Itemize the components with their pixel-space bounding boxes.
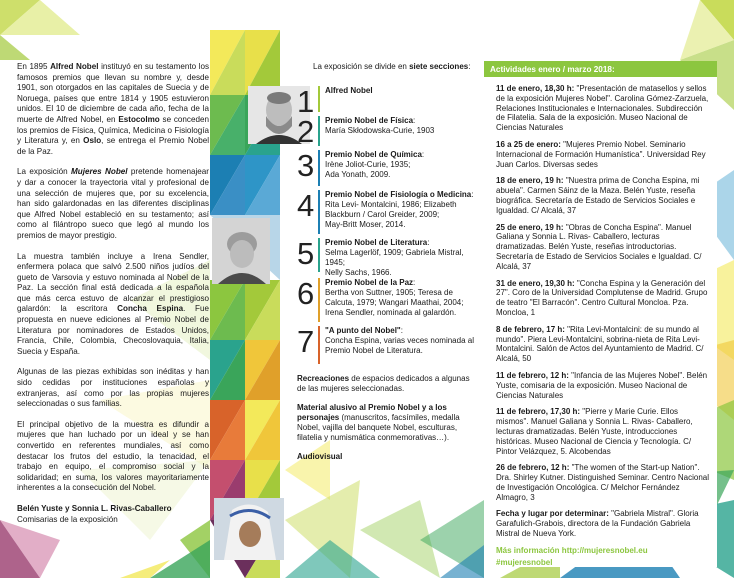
activity-description: "Rita Levi-Montalcini: de su mundo al mundo". Piera Levi-Montalcini, sobrina-nieta de Rita Levi-Montalcini. Salón de Actos del Ayuntamiento de Madrid. C/ Alcalá, 50: [496, 324, 704, 364]
activity-description: "Mujeres Premio Nobel. Seminario Internacional de Formación Humanística". Universidad Rey Juan Carlos. Diversas sedes: [496, 139, 706, 169]
activity-item: [496, 407, 711, 456]
section-color-bar: [318, 150, 320, 186]
activity-date: 26 de febrero, 12 h:: [496, 463, 570, 473]
activity-description: "Concha Espina y la Generación del 27". Coro de la Universidad Complutense de Madrid. Grupo de teatro "El Barracón". Centro Cultural Moncloa. Pza. Moncloa, 1: [496, 278, 708, 317]
section-number: 7: [297, 324, 315, 359]
activity-description: "Infancia de las Mujeres Nobel". Belén Yuste, comisaria de la exposición. Museo Nacional de Ciencias Naturales: [496, 370, 708, 400]
section-title: Premio Nobel de Física: [325, 116, 414, 125]
signature-name: Belén Yuste y Sonnia L. Rivas-Caballero: [17, 503, 172, 513]
section-color-bar: [318, 238, 320, 272]
section-detail: : Bertha von Suttner, 1905; Teresa de Calcuta, 1979; Wangari Maathai, 2004; Irena Sendler, nominada al galardón.: [325, 278, 464, 317]
section-item: [297, 84, 477, 119]
activity-item: [496, 223, 711, 272]
activity-item: [496, 176, 711, 215]
sections-list: [297, 62, 477, 462]
teresa-de-calcuta-portrait: [214, 498, 284, 560]
section-detail: : Rita Levi- Montalcini, 1986; Elizabeth Blackburn / Carol Greider, 2009; May-Britt Moser, 2014.: [325, 190, 474, 229]
hashtag[interactable]: #mujeresnobel: [496, 557, 553, 567]
section-number: 5: [297, 236, 315, 271]
section-item: [297, 238, 477, 278]
activities-panel: [484, 61, 717, 567]
intro-paragraph-3: La muestra también incluye a Irena Sendler, enfermera polaca que salvó 2.500 niños judíos del gueto de Varsovia y estuvo nominada al Nobel de la Paz. La sección final está dedicada a la española que más cerca estuvo de alcanzar el prestigioso galardón: la escritora Concha Espina. Fue propuesta en nueve ediciones al Premio Nobel de Literatura por nominadores de Estados Unidos, Francia, Chile, Colombia, Checoslovaquia, Italia, Suecia y España.: [17, 251, 209, 356]
activity-date: 16 a 25 de enero:: [496, 139, 561, 149]
activity-date: 8 de febrero, 17 h:: [496, 324, 565, 334]
activity-item: [496, 140, 711, 169]
extra-recreaciones: Recreaciones de espacios dedicados a algunas de las mujeres seleccionadas.: [297, 374, 470, 393]
section-item: [297, 326, 477, 368]
section-title: Premio Nobel de la Paz: [325, 278, 414, 287]
activity-date: 11 de febrero, 12 h:: [496, 370, 569, 380]
section-item: [297, 116, 477, 150]
section-title: Premio Nobel de Literatura: [325, 238, 428, 247]
section-title: Premio Nobel de Fisiología o Medicina: [325, 190, 472, 199]
activity-item: [496, 509, 711, 538]
activity-date: 11 de enero, 18,30 h:: [496, 84, 575, 93]
activity-item: [496, 463, 711, 502]
section-color-bar: [318, 326, 320, 364]
introduction-text: [17, 62, 209, 525]
section-item: [297, 190, 477, 238]
section-title: "A punto del Nobel": [325, 326, 401, 335]
activities-list: [484, 77, 717, 539]
sections-intro: La exposición se divide en siete secciones:: [313, 62, 471, 71]
section-item: [297, 150, 477, 190]
activities-header: Actividades enero / marzo 2018:: [484, 61, 717, 77]
section-color-bar: [318, 190, 320, 234]
activity-item: [496, 371, 711, 400]
section-detail: : Selma Lagerlöf, 1909; Gabriela Mistral, 1945; Nelly Sachs, 1966.: [325, 238, 464, 277]
signature: [17, 504, 209, 525]
section-detail: : Irène Joliot-Curie, 1935; Ada Yonath, 2009.: [325, 150, 425, 179]
extra-material: Material alusivo al Premio Nobel y a los personajes (manuscritos, facsímiles, medalla Nobel, vajilla del banquete Nobel, esculturas, filatelia y numismática conmemorativas…).: [297, 403, 460, 442]
extra-audiovisual: Audiovisual: [297, 452, 343, 461]
extra-recreaciones-text: de espacios dedicados a algunas de las mujeres seleccionadas.: [297, 374, 470, 393]
intro-paragraph-1: En 1895 Alfred Nobel instituyó en su testamento los famosos premios que llevan su nombre y, desde 1901, son otorgados en las capitales de Suecia y de Noruega, países que entre 1814 y 1905 estuvieron unidos. El 10 de diciembre de cada año, fecha de la muerte de Alfred Nobel, en Estocolmo se conceden los premios de Física, Química, Medicina o Fisiología y Literatura y, en Oslo, se entrega el Premio Nobel de la Paz.: [17, 62, 210, 156]
section-number: 1: [297, 84, 315, 119]
activity-date: 31 de enero, 19,30 h:: [496, 278, 575, 288]
section-color-bar: [318, 278, 320, 322]
section-number: 2: [297, 114, 315, 149]
activity-date: Fecha y lugar por determinar:: [496, 509, 609, 519]
section-color-bar: [318, 86, 320, 112]
activity-item: [496, 325, 711, 364]
rita-levi-montalcini-portrait: [212, 218, 270, 284]
section-item: [297, 278, 477, 326]
activity-description: "Obras de Concha Espina". Manuel Galiana y Sonnia L. Rivas- Caballero, lecturas dramatizadas. Belén Yuste, reseñas introductorias. Secretaría de Estado de Servicios Sociales e Igualdad. C/ Alcalá, 37: [496, 222, 702, 271]
section-number: 3: [297, 148, 315, 183]
intro-paragraph-5: El principal objetivo de la muestra es difundir a mujeres que han luchado por un ideal y se han convertido en referentes mundiales, así como destacar los frutos del estudio, la tenacidad, el trabajo en equipo, el compromiso social y la solidaridad; en suma, los valores mayoritariamente inherentes a la consecución del Nobel.: [17, 419, 209, 493]
section-title: Premio Nobel de Química: [325, 150, 422, 159]
activity-date: 11 de febrero, 17,30 h:: [496, 407, 581, 417]
signature-role: Comisarias de la exposición: [17, 514, 118, 524]
section-detail: : María Skłodowska-Curie, 1903: [325, 116, 435, 135]
activity-item: [496, 84, 711, 133]
more-info-label: Más información: [496, 545, 560, 555]
activity-description: "Nuestra prima de Concha Espina, mi abuela". Carmen Sáinz de la Maza. Belén Yuste, reseña biográfica. Secretaría de Estado de Servicios Sociales e Igualdad. C/ Alcalá, 37: [496, 176, 700, 215]
section-title: Alfred Nobel: [325, 86, 373, 95]
extras: [297, 374, 477, 462]
section-number: 6: [297, 276, 315, 311]
activity-description: "Gabriela Mistral". Gloria Garafulich-Grabois, directora de la Fundación Gabriela Mistral de Nueva York.: [496, 509, 699, 539]
intro-paragraph-4: Algunas de las piezas exhibidas son inéditas y han sido cedidas por instituciones españolas y extranjeras, así como por las propias mujeres seleccionadas o sus familias.: [17, 367, 209, 409]
section-number: 4: [297, 188, 315, 223]
activity-description: "The women of the Start-up Nation". Dra. Shirley Kutner. Distinguished Seminar. Centro Nacional de Investigación Oncológica. C/ Melchor Fernández Almagro, 3: [496, 463, 709, 502]
more-info: [496, 546, 711, 556]
activity-description: "Presentación de matasellos y sellos de la exposición Mujeres Nobel". Carolina Gómez-Zarzuela, Relaciones Institucionales e Internacionales. Subdirección de Filatelia. Sala de la exposición. Museo Nacional de Ciencias Naturales: [496, 84, 709, 133]
activity-date: 18 de enero, 19 h:: [496, 176, 564, 186]
section-color-bar: [318, 116, 320, 146]
activity-date: 25 de enero, 19 h:: [496, 222, 564, 232]
activity-item: [496, 279, 711, 318]
activity-description: "Pierre y Marie Curie. Ellos mismos". Manuel Galiana y Sonnia L. Rivas- Caballero, lecturas dramatizadas. Belén Yuste, introducciones históricas. Museo Nacional de Ciencia y Tecnología. C/ Pintor Velázquez, 5. Alcobendas: [496, 407, 693, 456]
intro-paragraph-2: La exposición Mujeres Nobel pretende homenajear y dar a conocer la trayectoria vital y profesional de una selección de mujeres que, por su excelencia, han sido galardonadas en las diferentes disciplinas que Alfred Nobel estableció en su testamento; así como al filántropo sueco que legó al mundo los premios de mayor prestigio.: [17, 167, 209, 240]
more-info-link[interactable]: http://mujeresnobel.eu: [559, 545, 648, 555]
section-detail: : Concha Espina, varias veces nominada al Premio Nobel de Literatura.: [325, 326, 474, 355]
